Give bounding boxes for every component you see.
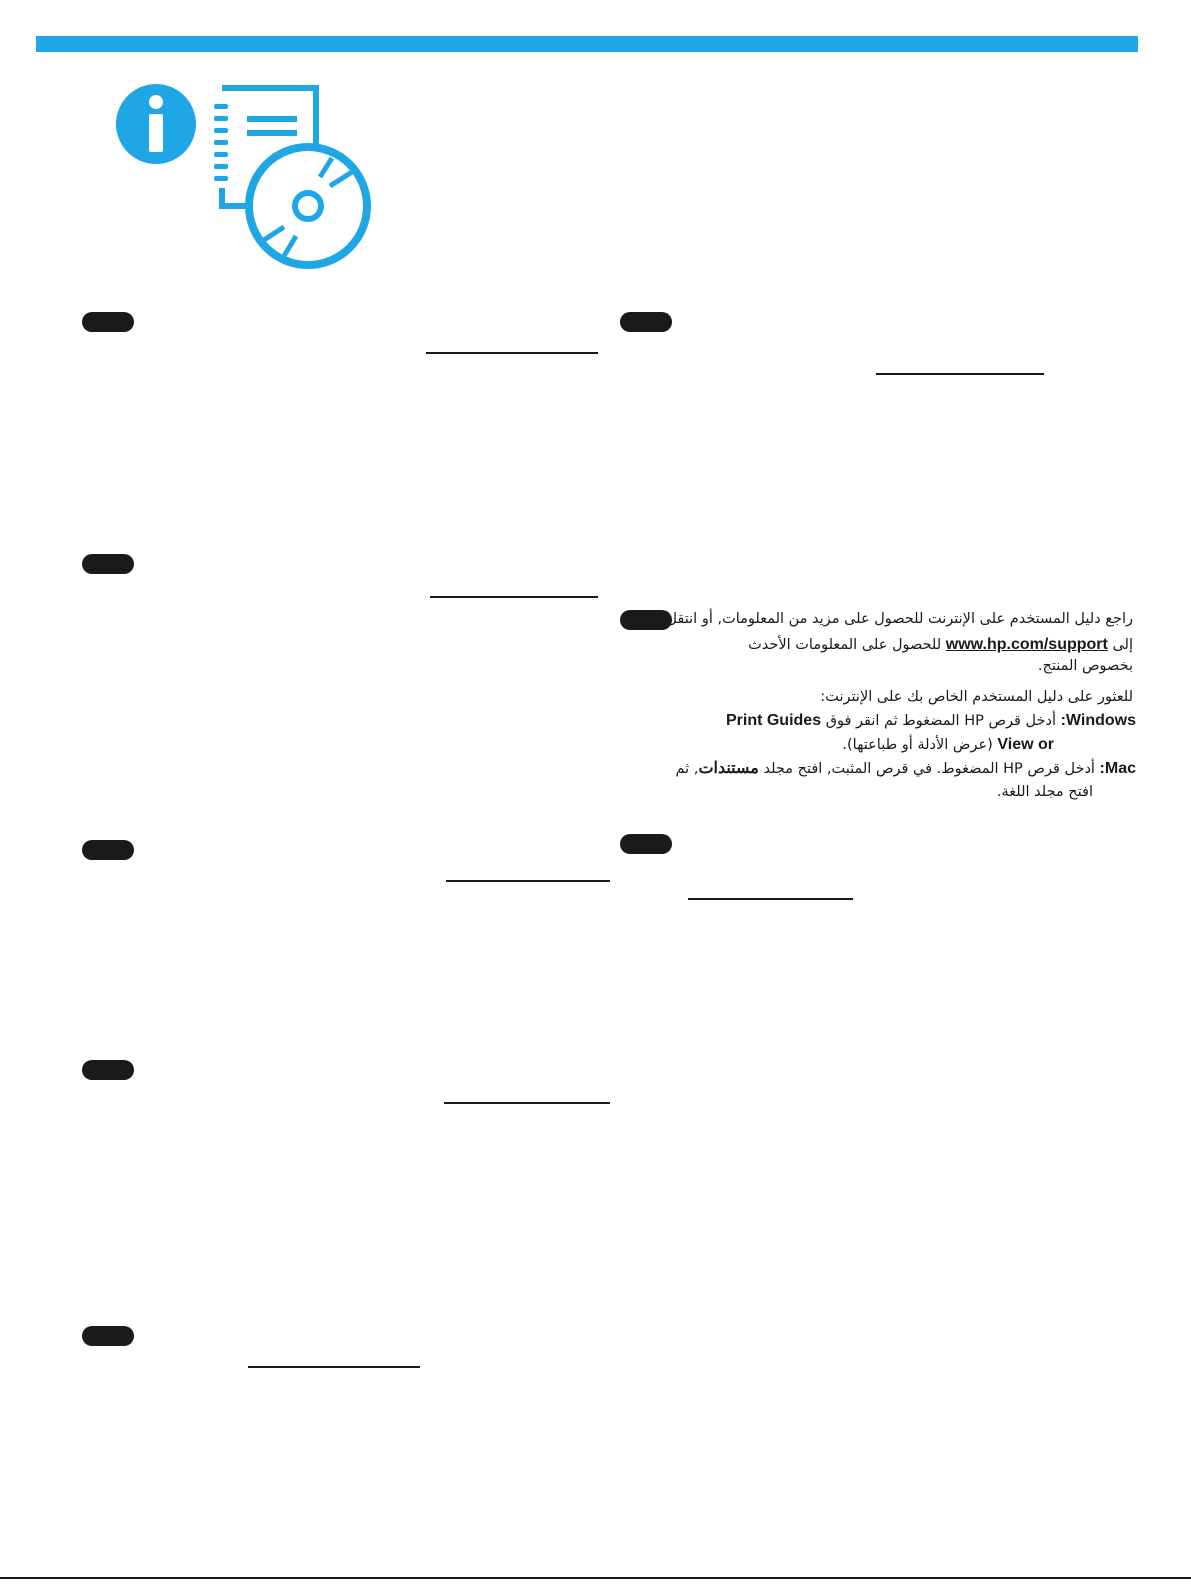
language-marker <box>82 1326 134 1346</box>
arabic-intro-line-1: راجع دليل المستخدم على الإنترنت للحصول على مزيد من المعلومات, أو انتقل <box>666 611 1133 627</box>
link-underline <box>426 352 598 354</box>
top-banner <box>36 36 1138 52</box>
documentation-illustration <box>112 82 376 272</box>
mac-instructions: Mac: أدخل قرص HP المضغوط. في قرص المثبت, افتح مجلد مستندات, ثم <box>675 760 1136 777</box>
cd-icon <box>249 147 367 265</box>
link-underline <box>446 880 610 882</box>
language-marker <box>620 312 672 332</box>
arabic-intro-line-2: إلى www.hp.com/support للحصول على المعلومات الأحدث <box>748 636 1133 653</box>
info-icon <box>116 84 196 164</box>
mac-instructions-cont: افتح مجلد اللغة. <box>996 784 1093 800</box>
support-link[interactable]: www.hp.com/support <box>945 636 1108 653</box>
language-marker <box>82 312 134 332</box>
language-marker <box>620 610 672 630</box>
windows-instructions-cont: View or (عرض الأدلة أو طباعتها). <box>842 736 1054 753</box>
arabic-intro-line-3: بخصوص المنتج. <box>1037 658 1133 674</box>
language-marker <box>82 1060 134 1080</box>
language-marker <box>620 834 672 854</box>
link-underline <box>444 1102 610 1104</box>
language-marker <box>82 554 134 574</box>
language-marker <box>82 840 134 860</box>
link-underline <box>876 373 1044 375</box>
footer-rule <box>0 1577 1191 1579</box>
link-underline <box>430 596 598 598</box>
link-underline <box>248 1366 420 1368</box>
windows-instructions: Windows: أدخل قرص HP المضغوط ثم انقر فوق Print Guides <box>725 712 1136 729</box>
link-underline <box>688 898 853 900</box>
find-guide-text: للعثور على دليل المستخدم الخاص بك على الإنترنت: <box>820 689 1133 705</box>
